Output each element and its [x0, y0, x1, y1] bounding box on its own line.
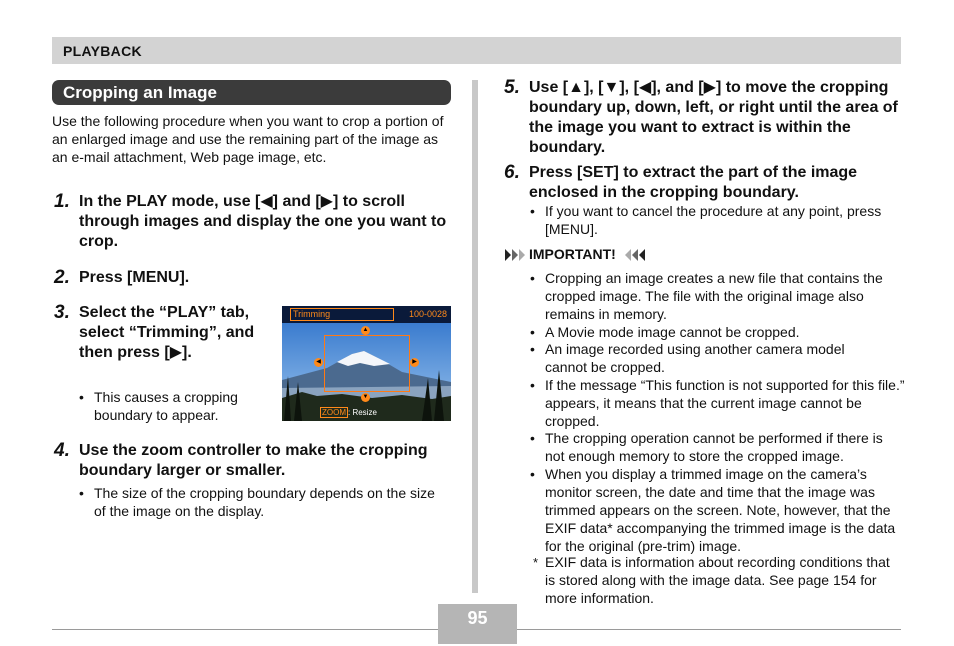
camera-screen-image: [282, 306, 451, 421]
step-text-4: Use the zoom controller to make the cropping boundary larger or smaller.: [79, 442, 428, 479]
step-number-2: 2.: [54, 267, 70, 288]
section-title-bar: [52, 80, 451, 105]
left-arrow-icon: ◀: [314, 358, 323, 367]
section-title: Cropping an Image: [63, 83, 217, 102]
chapter-header: [52, 37, 901, 64]
step-3-bullet: • This causes a cropping boundary to appear.: [94, 388, 269, 424]
step-6-bullet: • If you want to cancel the procedure at any point, press [MENU].: [545, 202, 885, 238]
step-number-1: 1.: [54, 191, 70, 212]
step-4-bullet: • The size of the cropping boundary depends on the size of the image on the display.: [94, 484, 444, 520]
zoom-hint: [320, 408, 377, 418]
important-label: IMPORTANT!: [529, 246, 616, 262]
intro-paragraph: Use the following procedure when you want to crop a portion of an enlarged image and use the remaining part of the image as an e-mail attachment, Web page image, etc.: [52, 113, 444, 165]
important-left-icon: [505, 248, 527, 262]
up-arrow-icon: ▲: [362, 327, 369, 333]
important-right-icon: [625, 248, 647, 262]
step-text-1: In the PLAY mode, use [◀] and [▶] to scroll through images and display the one you want to crop.: [79, 193, 447, 250]
important-bullet-3: • An image recorded using another camera model cannot be cropped.: [545, 340, 890, 376]
step-number-6: 6.: [504, 162, 520, 183]
zoom-label: ZOOM: [322, 408, 346, 417]
important-bullet-1: • Cropping an image creates a new file that contains the cropped image. The file with the original image also remains in memory.: [545, 269, 890, 323]
important-bullet-2: • A Movie mode image cannot be cropped.: [545, 323, 890, 341]
cropping-boundary: [324, 335, 410, 392]
step-number-5: 5.: [504, 77, 520, 98]
step-number-4: 4.: [54, 440, 70, 461]
page-number: 95: [467, 608, 488, 628]
trimming-label: Trimming: [290, 308, 394, 321]
zoom-action: : Resize: [348, 408, 377, 417]
right-arrow-icon: ▶: [410, 358, 419, 367]
step-text-3: Select the “PLAY” tab, select “Trimming”, and then press [▶].: [79, 304, 255, 361]
page-number-box: [438, 604, 517, 644]
file-number: 100-0028: [408, 309, 447, 319]
exif-footnote: * EXIF data is information about recording conditions that is stored along with the image data. See page 154 for more information.: [545, 553, 895, 607]
column-divider: [472, 80, 478, 593]
important-bullet-6: • When you display a trimmed image on the camera’s monitor screen, the date and time that the image was trimmed appears on the screen. Note, however, that the EXIF data* accompanying the trimmed image is the data for the original (pre-trim) image.: [545, 465, 905, 555]
step-text-2: Press [MENU].: [79, 269, 190, 286]
down-arrow-icon: ▼: [362, 394, 369, 400]
important-bullet-4: • If the message “This function is not supported for this file.” appears, it means that the current image cannot be cropped.: [545, 376, 905, 430]
step-number-3: 3.: [54, 302, 70, 323]
chapter-label: PLAYBACK: [63, 43, 142, 59]
step-text-5: Use [▲], [▼], [◀], and [▶] to move the cropping boundary up, down, left, or right until the area of the image you want to extract is within the boundary.: [529, 79, 898, 156]
important-bullet-5: • The cropping operation cannot be performed if there is not enough memory to store the cropped image.: [545, 429, 897, 465]
step-text-6: Press [SET] to extract the part of the image enclosed in the cropping boundary.: [529, 164, 858, 201]
